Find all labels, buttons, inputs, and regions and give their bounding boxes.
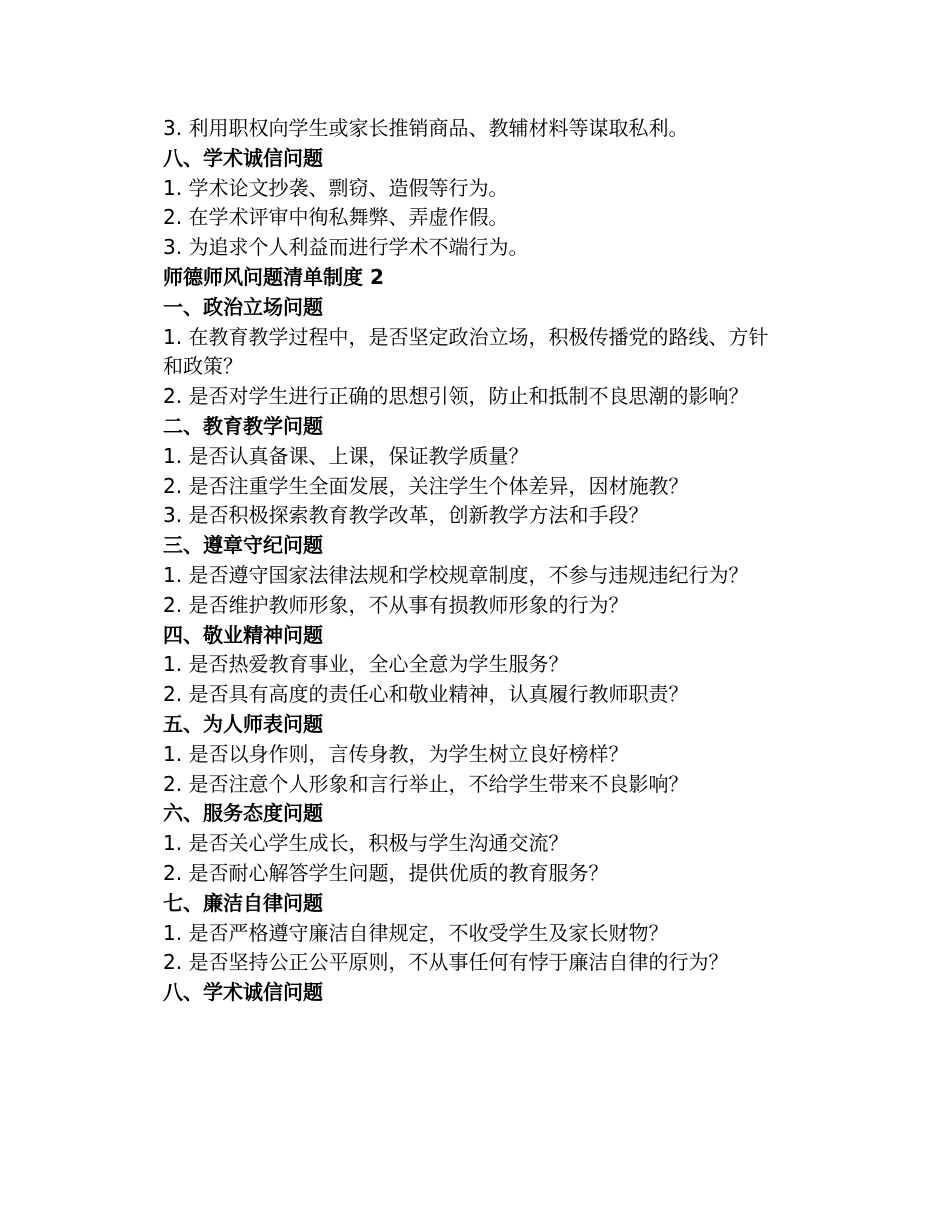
section-heading: 二、教育教学问题 <box>163 413 323 438</box>
list-item: 2. 在学术评审中徇私舞弊、弄虚作假。 <box>163 205 509 230</box>
list-item: 1. 学术论文抄袭、剽窃、造假等行为。 <box>163 175 509 200</box>
list-item: 3. 利用职权向学生或家长推销商品、教辅材料等谋取私利。 <box>163 116 689 140</box>
section-heading: 八、学术诚信问题 <box>163 145 323 170</box>
section-heading: 四、敬业精神问题 <box>163 622 323 647</box>
list-item: 2. 是否注意个人形象和言行举止，不给学生带来不良影响？ <box>163 771 689 796</box>
document-page <box>163 114 777 1008</box>
section-heading: 八、学术诚信问题 <box>163 980 323 1005</box>
list-item: 2. 是否耐心解答学生问题，提供优质的教育服务？ <box>163 860 609 885</box>
list-item: 1. 是否认真备课、上课，保证教学质量？ <box>163 443 529 468</box>
section-heading: 七、廉洁自律问题 <box>163 890 323 915</box>
list-item: 2. 是否坚持公正公平原则，不从事任何有悖于廉洁自律的行为？ <box>163 950 729 975</box>
list-item: 3. 为追求个人利益而进行学术不端行为。 <box>163 235 529 260</box>
list-item: 2. 是否对学生进行正确的思想引领，防止和抵制不良思潮的影响？ <box>163 384 749 409</box>
list-item: 1. 在教育教学过程中，是否坚定政治立场，积极传播党的路线、方针和政策？ <box>163 324 769 379</box>
section-heading: 一、政治立场问题 <box>163 294 323 319</box>
list-item: 1. 是否以身作则，言传身教，为学生树立良好榜样？ <box>163 741 629 766</box>
section-heading: 六、服务态度问题 <box>163 801 323 826</box>
list-item: 2. 是否具有高度的责任心和敬业精神，认真履行教师职责？ <box>163 682 689 707</box>
list-item: 3. 是否积极探索教育教学改革，创新教学方法和手段？ <box>163 503 649 528</box>
list-item: 1. 是否严格遵守廉洁自律规定，不收受学生及家长财物？ <box>163 920 669 945</box>
section-heading: 三、遵章守纪问题 <box>163 533 323 558</box>
section-heading: 五、为人师表问题 <box>163 711 323 736</box>
list-item: 1. 是否热爱教育事业，全心全意为学生服务？ <box>163 652 569 677</box>
list-item: 1. 是否遵守国家法律法规和学校规章制度，不参与违规违纪行为？ <box>163 562 749 587</box>
list-item: 1. 是否关心学生成长，积极与学生沟通交流？ <box>163 831 569 856</box>
document-title: 师德师风问题清单制度 2 <box>163 264 384 289</box>
list-item: 2. 是否维护教师形象，不从事有损教师形象的行为？ <box>163 592 629 617</box>
list-item: 2. 是否注重学生全面发展，关注学生个体差异，因材施教？ <box>163 473 689 498</box>
